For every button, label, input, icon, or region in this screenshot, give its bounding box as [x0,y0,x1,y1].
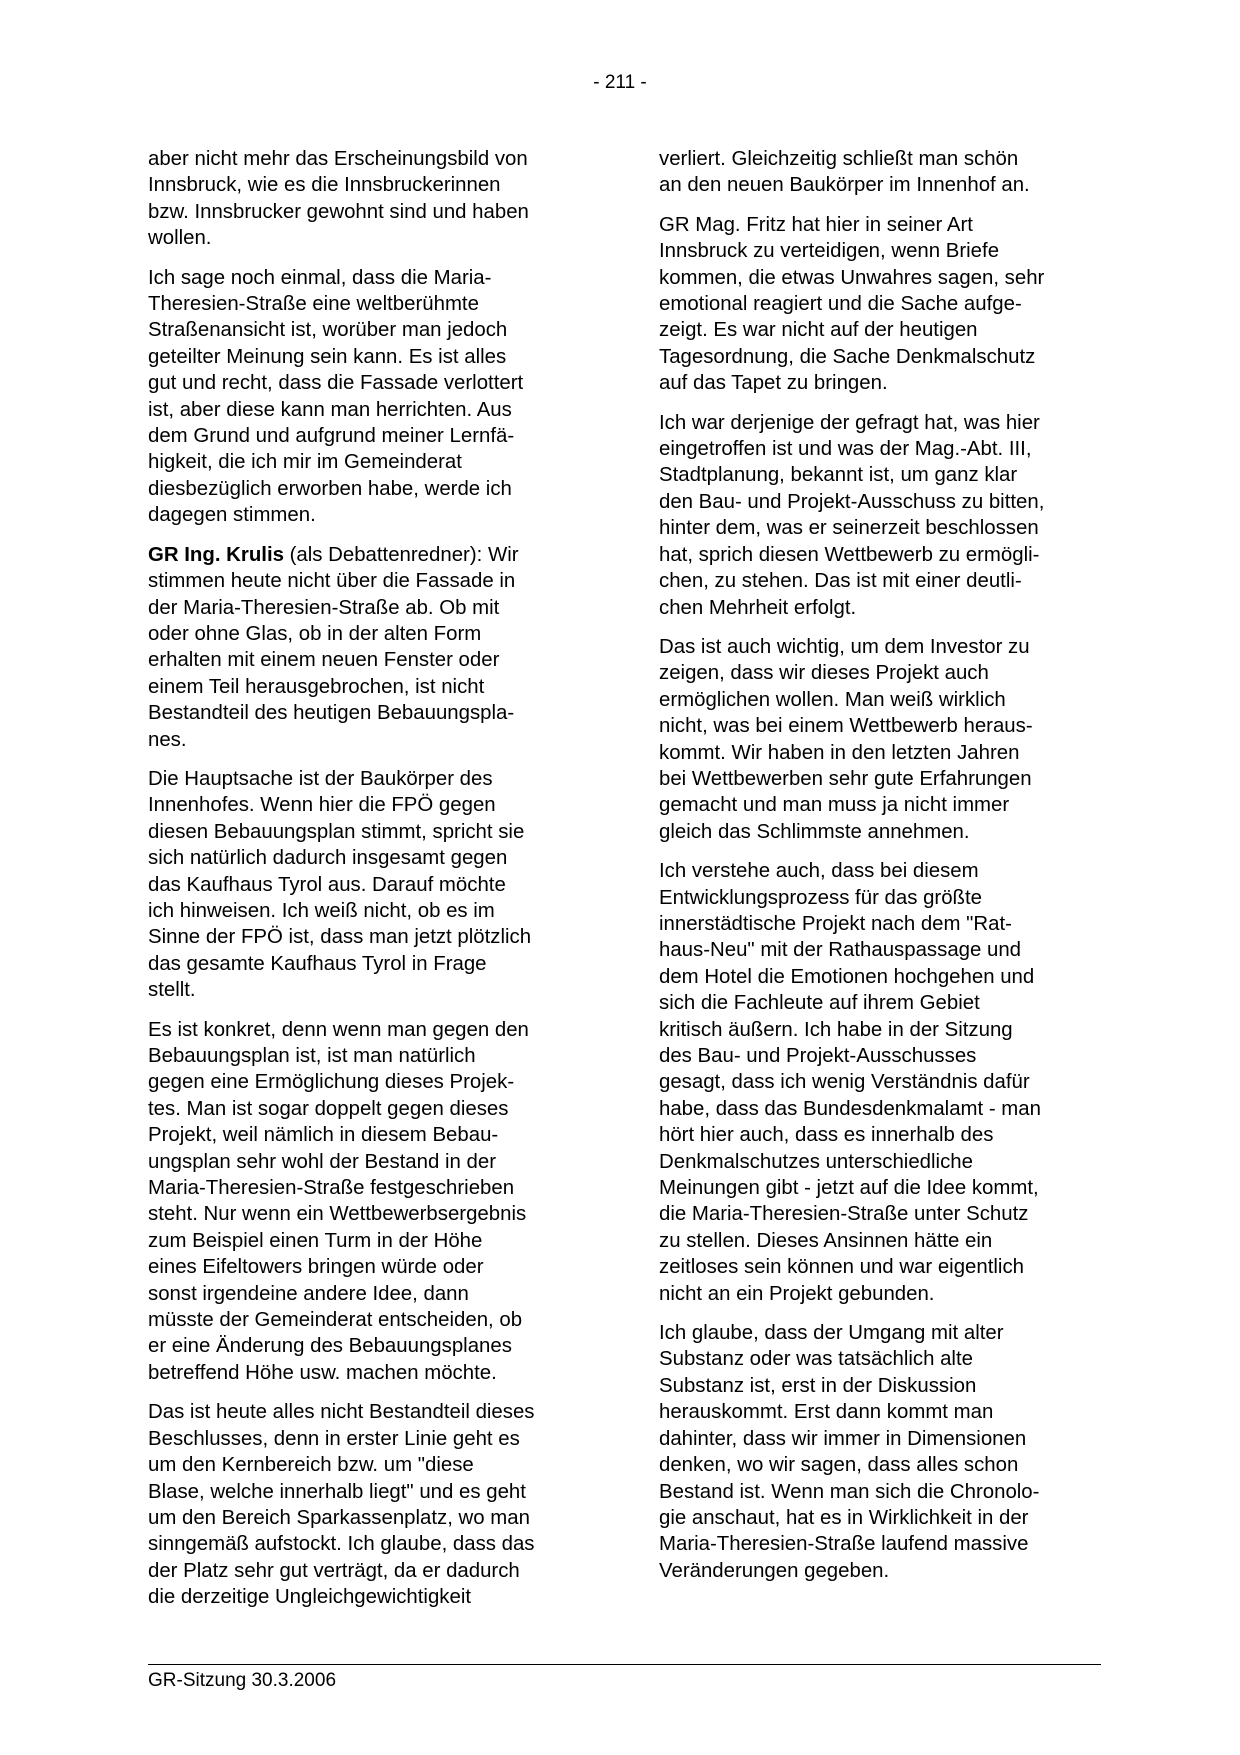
text-line: wollen. [148,227,212,250]
text-line: steht. Nur wenn ein Wettbewerbsergebnis [148,1203,527,1226]
text-line: tes. Man ist sogar doppelt gegen dieses [148,1097,509,1120]
text-line: ist, aber diese kann man herrichten. Aus [148,398,512,421]
text-line: emotional reagiert und die Sache aufge- [659,293,1022,316]
text-line: um den Bereich Sparkassenplatz, wo man [148,1506,530,1529]
text-line: gleich das Schlimmste annehmen. [659,820,970,843]
text-line: Es ist konkret, denn wenn man gegen den [148,1018,529,1041]
text-line: Denkmalschutzes unterschiedliche [659,1150,973,1173]
text-line: er eine Änderung des Bebauungsplanes [148,1335,512,1358]
right-column [659,146,1104,1597]
text-line: Ich verstehe auch, dass bei diesem [659,860,979,883]
paragraph [659,1320,1104,1584]
text-line: herauskommt. Erst dann kommt man [659,1401,994,1424]
text-line: diesen Bebauungsplan stimmt, spricht sie [148,820,525,843]
text-line: dem Grund und aufgrund meiner Lernfä- [148,425,515,448]
text-line: betreffend Höhe usw. machen möchte. [148,1361,497,1384]
text-line: eingetroffen ist und was der Mag.-Abt. III, [659,438,1032,461]
text-line: ungsplan sehr wohl der Bestand in der [148,1150,496,1173]
text-line: sinngemäß aufstockt. Ich glaube, dass das [148,1533,535,1556]
text-line: Entwicklungsprozess für das größte [659,886,982,909]
paragraph [659,858,1104,1307]
text-line: Blase, welche innerhalb liegt" und es geht [148,1480,526,1503]
footer-session-date: GR-Sitzung 30.3.2006 [148,1670,337,1691]
text-line: haus-Neu" mit der Rathauspassage und [659,939,1022,962]
speaker-remark: (als Debattenredner): Wir [283,543,519,566]
text-line: bei Wettbewerben sehr gute Erfahrungen [659,767,1032,790]
paragraph [148,1399,593,1610]
text-line: innerstädtische Projekt nach dem "Rat- [659,912,1012,935]
text-line: einem Teil herausgebrochen, ist nicht [148,675,485,698]
text-line: hinter dem, was er seinerzeit beschlossen [659,517,1039,540]
text-line: chen Mehrheit erfolgt. [659,596,857,619]
footer-divider [148,1664,1101,1665]
text-line: der Maria-Theresien-Straße ab. Ob mit [148,596,500,619]
text-line: Sinne der FPÖ ist, dass man jetzt plötzlich [148,926,532,949]
text-line: diesbezüglich erworben habe, werde ich [148,477,512,500]
text-line: zeigen, dass wir dieses Projekt auch [659,662,989,685]
text-line: Substanz oder was tatsächlich alte [659,1348,973,1371]
paragraph [148,766,593,1004]
paragraph [659,634,1104,845]
text-line: denken, wo wir sagen, dass alles schon [659,1454,1019,1477]
text-line: kommt. Wir haben in den letzten Jahren [659,741,1020,764]
text-line: dem Hotel die Emotionen hochgehen und [659,965,1035,988]
paragraph [659,212,1104,397]
text-line: zu stellen. Dieses Ansinnen hätte ein [659,1229,993,1252]
text-line: um den Kernbereich bzw. um "diese [148,1454,474,1477]
text-line: der Platz sehr gut verträgt, da er dadurch [148,1559,520,1582]
text-line: Stadtplanung, bekannt ist, um ganz klar [659,464,1018,487]
text-line: stimmen heute nicht über die Fassade in [148,570,516,593]
paragraph [148,265,593,529]
text-line: das gesamte Kaufhaus Tyrol in Frage [148,952,487,975]
text-line: auf das Tapet zu bringen. [659,372,888,395]
text-line: Innsbruck, wie es die Innsbruckerinnen [148,174,501,197]
text-line: dahinter, dass wir immer in Dimensionen [659,1427,1027,1450]
text-line: eines Eifeltowers bringen würde oder [148,1256,484,1279]
text-line: Projekt, weil nämlich in diesem Bebau- [148,1124,499,1147]
text-line: Innenhofes. Wenn hier die FPÖ gegen [148,794,496,817]
text-line: nicht an ein Projekt gebunden. [659,1282,935,1305]
text-line: oder ohne Glas, ob in der alten Form [148,622,482,645]
text-line: die Maria-Theresien-Straße unter Schutz [659,1203,1029,1226]
text-line: nicht, was bei einem Wettbewerb heraus- [659,715,1033,738]
text-line: zum Beispiel einen Turm in der Höhe [148,1229,483,1252]
text-line: Ich war derjenige der gefragt hat, was hier [659,411,1040,434]
text-line: gut und recht, dass die Fassade verlottert [148,372,524,395]
text-line: aber nicht mehr das Erscheinungsbild von [148,148,528,170]
text-line: den Bau- und Projekt-Ausschuss zu bitten, [659,490,1045,513]
text-line: Innsbruck zu verteidigen, wenn Briefe [659,240,1000,263]
speaker-name: GR Ing. Krulis [148,543,284,566]
text-line: an den neuen Baukörper im Innenhof an. [659,174,1030,197]
text-line: Ich sage noch einmal, dass die Maria- [148,266,492,289]
text-line: Bestandteil des heutigen Bebauungspla- [148,702,515,725]
text-line: higkeit, die ich mir im Gemeinderat [148,451,462,474]
text-line: ich hinweisen. Ich weiß nicht, ob es im [148,899,495,922]
text-line: Maria-Theresien-Straße festgeschrieben [148,1177,515,1200]
text-line: Substanz ist, erst in der Diskussion [659,1374,977,1397]
text-line: Theresien-Straße eine weltberühmte [148,293,479,316]
text-line: dagegen stimmen. [148,504,316,527]
text-line: Maria-Theresien-Straße laufend massive [659,1533,1029,1556]
text-line: Die Hauptsache ist der Baukörper des [148,767,493,790]
text-line: geteilter Meinung sein kann. Es ist alles [148,345,507,368]
text-line: ermöglichen wollen. Man weiß wirklich [659,688,1006,711]
text-line: zeigt. Es war nicht auf der heutigen [659,319,978,342]
text-line: Meinungen gibt - jetzt auf die Idee kommt, [659,1177,1039,1200]
paragraph [659,410,1104,621]
text-line: sonst irgendeine andere Idee, dann [148,1282,469,1305]
text-line: kommen, die etwas Unwahres sagen, sehr [659,266,1045,289]
text-line: gegen eine Ermöglichung dieses Projek- [148,1071,515,1094]
text-line: Veränderungen gegeben. [659,1559,890,1582]
text-line: Das ist heute alles nicht Bestandteil dieses [148,1401,535,1424]
text-line: müsste der Gemeinderat entscheiden, ob [148,1309,523,1332]
left-column [148,146,593,1624]
text-line: Ich glaube, dass der Umgang mit alter [659,1322,1004,1345]
paragraph [148,542,593,753]
paragraph [659,146,1104,199]
text-line: gie anschaut, hat es in Wirklichkeit in der [659,1506,1029,1529]
text-line: hört hier auch, dass es innerhalb des [659,1124,994,1147]
text-line [148,542,593,568]
text-line: gesagt, dass ich wenig Verständnis dafür [659,1071,1030,1094]
text-line: habe, dass das Bundesdenkmalamt - man [659,1097,1041,1120]
text-line: die derzeitige Ungleichgewichtigkeit [148,1586,472,1609]
text-line: das Kaufhaus Tyrol aus. Darauf möchte [148,873,506,896]
text-line: erhalten mit einem neuen Fenster oder [148,649,500,672]
text-line: hat, sprich diesen Wettbewerb zu ermögli- [659,543,1040,566]
text-line: nes. [148,728,187,751]
text-line: Das ist auch wichtig, um dem Investor zu [659,635,1030,658]
paragraph [148,146,593,252]
text-line: stellt. [148,979,196,1002]
text-line: Tagesordnung, die Sache Denkmalschutz [659,345,1036,368]
text-line: Straßenansicht ist, worüber man jedoch [148,319,508,342]
text-line: bzw. Innsbrucker gewohnt sind und haben [148,200,529,223]
text-line: sich die Fachleute auf ihrem Gebiet [659,992,980,1015]
text-line: gemacht und man muss ja nicht immer [659,794,1010,817]
text-line: verliert. Gleichzeitig schließt man schön [659,148,1019,170]
text-line: Bestand ist. Wenn man sich die Chronolo- [659,1480,1040,1503]
text-line: Beschlusses, denn in erster Linie geht es [148,1427,520,1450]
text-line: sich natürlich dadurch insgesamt gegen [148,847,508,870]
text-line: kritisch äußern. Ich habe in der Sitzung [659,1018,1013,1041]
text-line: chen, zu stehen. Das ist mit einer deutli- [659,570,1022,593]
text-line: Bebauungsplan ist, ist man natürlich [148,1045,476,1067]
text-line: des Bau- und Projekt-Ausschusses [659,1045,977,1067]
page-number: - 211 - [593,72,647,93]
paragraph [148,1017,593,1387]
text-line: zeitloses sein können und war eigentlich [659,1256,1024,1279]
text-line: GR Mag. Fritz hat hier in seiner Art [659,213,973,236]
